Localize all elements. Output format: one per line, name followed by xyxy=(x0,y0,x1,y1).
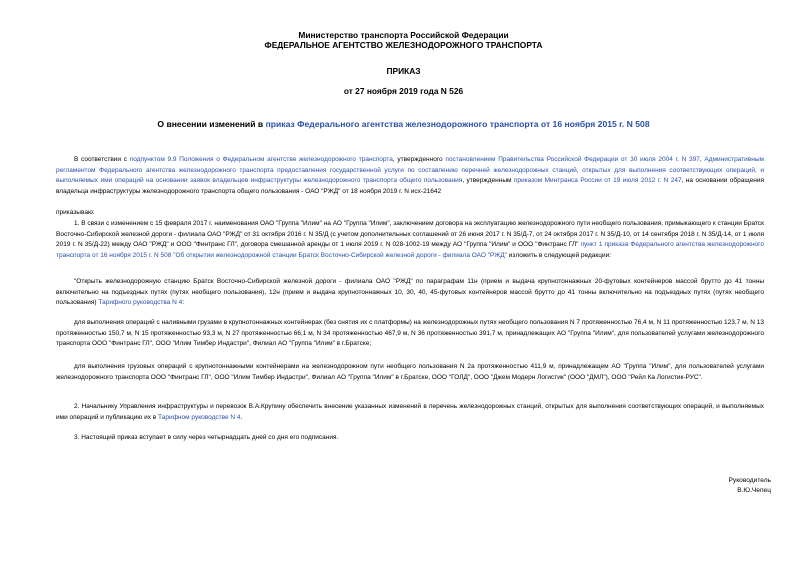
signature-position: Руководитель xyxy=(728,477,771,484)
quote-1-text: "Открыть железнодорожную станцию Братск Восточно-Сибирской железной дороги - филиала ОАО "РЖД" по параграфам 11н (прием и выдача крупнотоннажных 20-футовых контейнеров массой брутто до 41 тонны включительно на подъездных путях (путях необщего пользования), 12н (прием и выдача крупнотоннажных 10, 30, 40, 45-футовых контейнеров массой брутто до 41 тонны включительно на подъездных путях (путях необщего пользования) xyxy=(56,278,764,306)
preamble-text-3: , xyxy=(699,156,705,163)
signature-name: В.Ю.Чепец xyxy=(737,487,771,494)
item-1-text: 1. В связи с изменением с 15 февраля 2017 г. наименования ОАО "Группа "Илим" на АО "Группа "Илим", заключением договора на эксплуатацию железнодорожного пути необщего пользования, примыкающего к станции Братск Восточно-Сибирской железной дороги - филиала ОАО "РЖД" от 31 октября 2016 г. N 35/Д (с учетом дополнительных соглашений от 26 июня 2017 г. N 35/Д-7, от 24 октября 2017 г. N 35/Д-10, от 14 сентября 2018 г. N 35/Д-14, от 1 июля 2019 г. N 35/Д-22) между ОАО "РЖД" и ООО "Финтранс ГЛ", договора смешанной аренды от 1 июля 2019 г. N 028-1002-19 между АО "Группа "Илим" и ООО "Финтранс ГЛ" xyxy=(56,220,765,248)
preamble-text-2: , утвержденного xyxy=(392,156,446,163)
document-type: ПРИКАЗ xyxy=(386,66,421,76)
quote-1-paragraph xyxy=(56,277,764,309)
item-3-paragraph: 3. Настоящий приказ вступает в силу через четырнадцать дней со дня его подписания. xyxy=(74,434,339,441)
quote-3-paragraph: для выполнения грузовых операций с крупнотоннажными контейнерами на железнодорожном пути необщего пользования N 2а протяженностью 411,9 м, принадлежащем АО "Группа "Илим", для пользователей услугами железнодорожного транспорта ООО "Финтранс ГЛ", ООО "Илим Тимбер Индастри", Филиал АО "Группа "Илим" в г.Братске, ООО "ГОЛД", ООО "Джем Модерн Логистик" (ООО "ДМЛ"), ООО "Рейл Ка Логистик-РУС". xyxy=(56,363,764,381)
item-2-paragraph xyxy=(56,402,764,423)
link-mintrans-order[interactable]: приказом Минтранса России от 19 июля 2012 г. N 247 xyxy=(513,177,682,184)
link-admin-regulation[interactable]: Административным регламентом Федерального агентства железнодорожного транспорта предоставления государственной услуги по составлению перечней железнодорожных станций, открытых для выполнения соответствующих операций, и выполняемых ими операций на основании заявок владельцев инфраструктуры железнодорожного транспорта общего пользования xyxy=(56,156,764,184)
link-tariff-guide-4-publication[interactable]: Тарифном руководстве N 4 xyxy=(158,413,241,421)
preamble-text-5: , на основании обращения владельца инфраструктуры железнодорожного транспорта общего пользования - ОАО "РЖД" от 18 ноября 2019 г. N исх-21642 xyxy=(56,177,764,195)
title-prefix: О внесении изменений в xyxy=(157,119,266,129)
item-2-tail: . xyxy=(240,413,243,421)
preamble-paragraph xyxy=(56,155,764,197)
document-date-number: от 27 ноября 2019 года N 526 xyxy=(343,86,464,96)
title-link[interactable]: приказ Федерального агентства железнодорожного транспорта от 16 ноября 2015 г. N 508 xyxy=(265,119,650,129)
item-2-text: 2. Начальнику Управления инфраструктуры и перевозок В.А.Крупину обеспечить внесение указанных изменений в перечень железнодорожных станций, открытых для выполнения соответствующих операций, и выполняемых ими операций и публикацию их в xyxy=(56,403,764,421)
link-regulation-clause[interactable]: подпунктом 9.9 Положения о Федеральном агентстве железнодорожного транспорта xyxy=(129,156,393,163)
preamble-text-1: В соответствии с xyxy=(74,156,130,163)
link-tariff-guide-4[interactable]: Тарифного руководства N 4 xyxy=(98,299,183,306)
link-order-508-clause[interactable]: пункт 1 приказа Федерального агентства железнодорожного транспорта от 16 ноября 2015 г. N 508 "Об открытии железнодорожной станции Братск Восточно-Сибирской железной дороги - филиала ОАО "РЖД" xyxy=(56,241,764,259)
agency-name: ФЕДЕРАЛЬНОЕ АГЕНТСТВО ЖЕЛЕЗНОДОРОЖНОГО ТРАНСПОРТА xyxy=(264,40,543,50)
item-1-tail: изложить в следующей редакции: xyxy=(507,251,612,259)
item-1-paragraph xyxy=(56,219,764,261)
preamble-text-4: , утвержденным xyxy=(462,177,514,184)
link-government-decree[interactable]: постановлением Правительства Российской Федерации от 30 июля 2004 г. N 397 xyxy=(445,156,700,163)
document-title xyxy=(0,119,807,130)
ministry-name: Министерство транспорта Российской Федерации xyxy=(298,30,509,40)
quote-1-tail: : xyxy=(182,299,185,306)
order-word: приказываю: xyxy=(56,209,95,216)
quote-2-paragraph: для выполнения операций с наливными грузами в крупнотоннажных контейнерах (без снятия их с платформы) на железнодорожных путях необщего пользования N 7 протяженностью 76,4 м, N 11 протяженностью 123,7 м, N 13 протяженностью 150,7 м, N 15 протяженностью 93,3 м, N 27 протяженностью 66,1 м, N 34 протяженностью 467,9 м, N 36 протяженностью 391,7 м, принадлежащих АО "Группа "Илим", для пользователей услугами железнодорожного транспорта ООО "Финтранс ГЛ", ООО "Илим Тимбер Индастри", Филиал АО "Группа "Илим" в г.Братске; xyxy=(56,319,764,347)
